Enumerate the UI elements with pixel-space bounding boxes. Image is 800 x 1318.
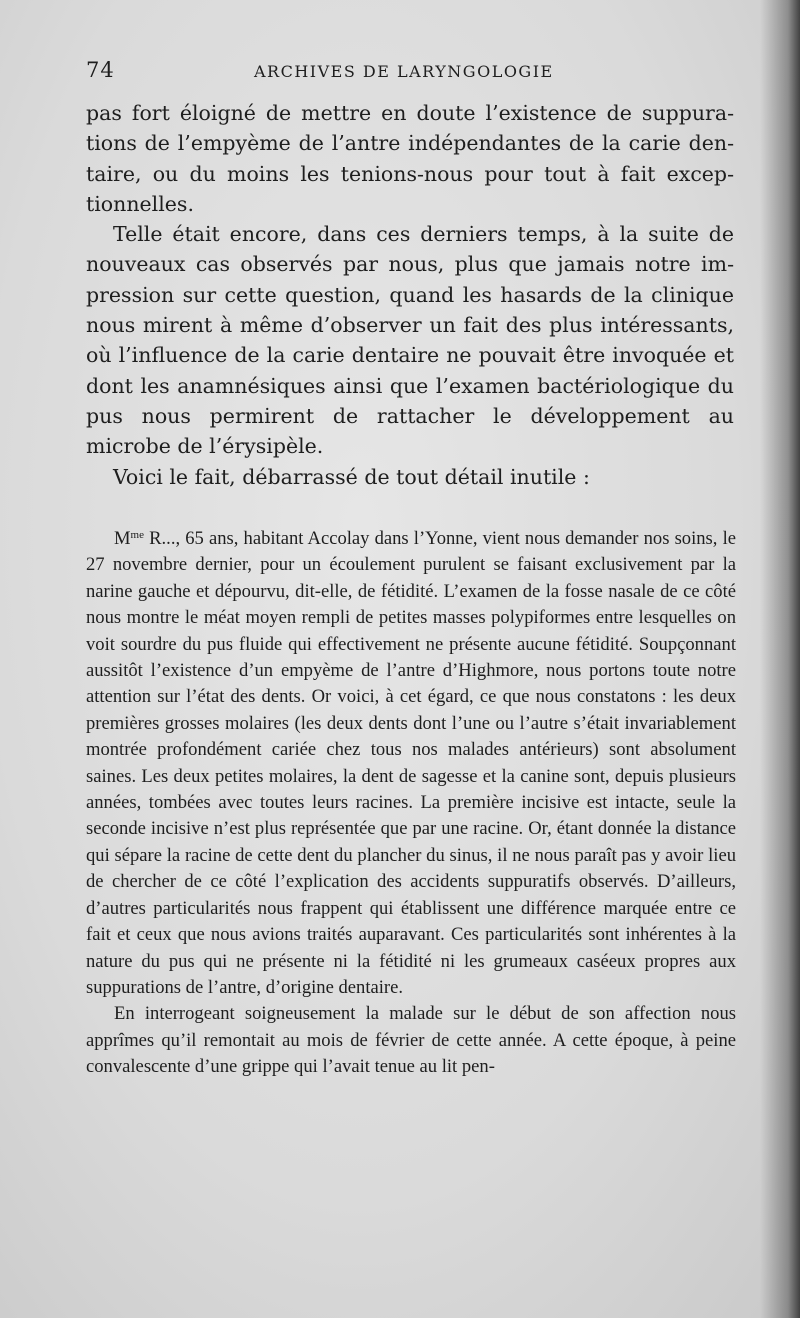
paragraph-2: Telle était encore, dans ces derniers temps, à la suite de nouveaux cas observés par nous, plus que jamais notre impression sur cette question, quand les hasards de la clinique nous mirent à même d’observer un fait des plus intéressants, où l’influence de la carie dentaire ne pouvait être invoquée et dont les anamnésiques ainsi que l’examen bactériologique du pus nous permirent de rattacher le développement au microbe de l’érysipèle.	[86, 222, 734, 459]
paragraph-4	[86, 522, 736, 1001]
case-report-text	[86, 522, 736, 1081]
page-number: 74	[86, 58, 115, 82]
main-text	[86, 98, 734, 492]
page-edge-shadow	[760, 0, 800, 1318]
honorific-superscript: me	[130, 529, 144, 541]
running-header	[86, 58, 726, 88]
honorific: M	[114, 528, 131, 549]
paragraph-5: En interrogeant soigneusement la malade sur le début de son affection nous apprîmes qu’il remontait au mois de février de cette année. A cette époque, à peine convalescente d’une grippe qui l’avait tenue au lit pen-	[86, 1003, 736, 1078]
paragraph-3: Voici le fait, débarrassé de tout détail inutile :	[113, 464, 590, 489]
paragraph-1: pas fort éloigné de mettre en doute l’existence de suppurations de l’empyème de l’antre indépendantes de la carie dentaire, ou du moins les tenions-nous pour tout à fait exceptionnelles.	[86, 101, 734, 216]
paragraph-4-text: R..., 65 ans, habitant Accolay dans l’Yonne, vient nous demander nos soins, le 27 novembre dernier, pour un écoulement purulent se faisant exclusivement par la narine gauche et dépourvu, dit-elle, de fétidité. L’examen de la fosse nasale de ce côté nous montre le méat moyen rempli de petites masses polypiformes entre lesquelles on voit sourdre du pus fluide qui effectivement ne présente aucune fétidité. Soupçonnant aussitôt l’existence d’un empyème de l’antre d’Highmore, nous portons toute notre attention sur l’état des dents. Or voici, à cet égard, ce que nous constatons : les deux premières grosses molaires (les deux dents dont l’une ou l’autre s’était invariablement montrée profondément cariée chez tous nos malades antérieurs) sont absolument saines. Les deux petites molaires, la dent de sagesse et la canine sont, depuis plusieurs années, tombées avec toutes leurs racines. La première incisive est intacte, seule la seconde incisive n’est plus représentée que par une racine. Or, étant donnée la distance qui sépare la racine de cette dent du plancher du sinus, il ne nous paraît pas y avoir lieu de chercher de ce côté l’explication des accidents suppuratifs observés. D’ailleurs, d’autres particularités nous frappent qui établissent une différence marquée entre ce fait et ceux que nous avions traités auparavant. Ces particularités sont inhérentes à la nature du pus qui ne présente ni la fétidité ni les grumeaux caséeux propres aux suppurations de l’antre, d’origine dentaire.	[86, 528, 736, 998]
running-title: ARCHIVES DE LARYNGOLOGIE	[254, 62, 554, 81]
